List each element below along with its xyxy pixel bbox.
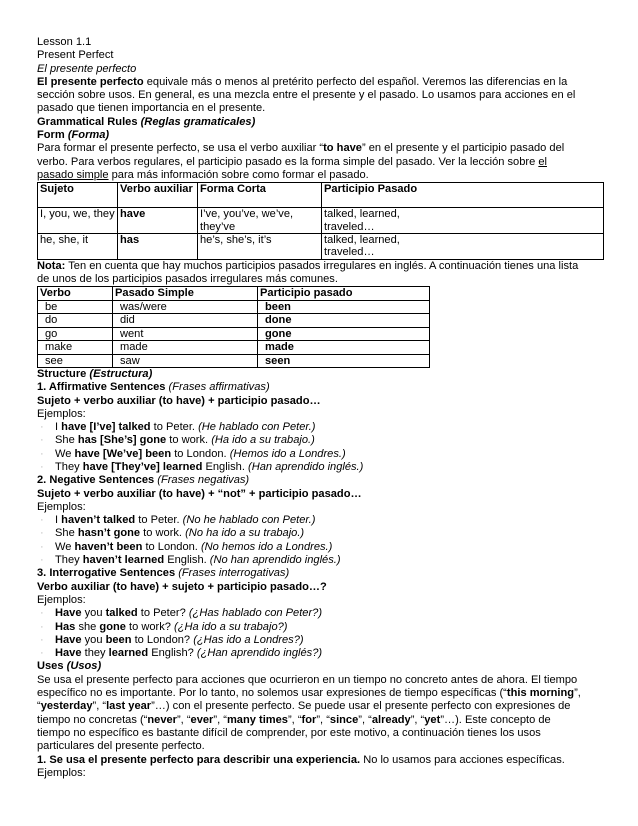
example-auxiliary: Have bbox=[55, 607, 82, 620]
uses-text: ”, “ bbox=[316, 713, 330, 726]
interrogative-formula: Verbo auxiliar (to have) + sujeto + participio pasado…? bbox=[37, 580, 327, 593]
example-rest: to London. bbox=[142, 540, 201, 553]
example-subject: you bbox=[81, 633, 106, 646]
example-subject: they bbox=[81, 647, 109, 660]
negative-formula: Sujeto + verbo auxiliar (to have) + “not” + participio pasado… bbox=[37, 487, 362, 500]
time-expression: already bbox=[371, 713, 411, 726]
example-auxiliary: Have bbox=[55, 633, 82, 646]
example-translation: (No hemos ido a Londres.) bbox=[200, 540, 333, 553]
table-cell: have bbox=[118, 208, 198, 234]
example-subject: We bbox=[55, 447, 75, 460]
example-rest: to Peter. bbox=[135, 514, 183, 527]
form-text-3b: para más información sobre como formar el pasado. bbox=[108, 168, 369, 181]
example-rest: to work. bbox=[166, 434, 212, 447]
example-translation: (No ha ido a su trabajo.) bbox=[185, 527, 305, 540]
table-cell: been bbox=[258, 300, 430, 313]
list-item bbox=[37, 514, 607, 527]
example-subject: she bbox=[75, 620, 100, 633]
form-line-2 bbox=[37, 156, 607, 169]
time-expression: for bbox=[301, 713, 317, 726]
time-expression: never bbox=[147, 713, 177, 726]
table-cell: gone bbox=[258, 327, 430, 340]
example-translation: (Han aprendido inglés.) bbox=[248, 461, 364, 473]
grammar-heading-en: Grammatical Rules bbox=[37, 115, 138, 128]
note-line-1 bbox=[37, 260, 607, 273]
lesson-link-part-1[interactable]: el bbox=[538, 155, 547, 168]
table-header-cell: Verbo auxiliar bbox=[118, 183, 198, 208]
uses-line-4 bbox=[37, 714, 607, 727]
uses-line-2 bbox=[37, 687, 607, 700]
table-header-cell: Pasado Simple bbox=[113, 287, 258, 300]
table-header-row bbox=[38, 183, 604, 208]
table-row bbox=[38, 234, 604, 260]
example-rest: to Peter? bbox=[137, 607, 189, 620]
uses-heading-en: Uses bbox=[37, 660, 64, 673]
affirmative-heading-en: 1. Affirmative Sentences bbox=[37, 381, 166, 394]
uses-text: ”, “ bbox=[287, 713, 302, 726]
time-expression: many times bbox=[226, 713, 288, 726]
example-auxiliary: Has bbox=[55, 620, 76, 633]
example-verb: have [We’ve] been bbox=[74, 447, 172, 460]
table-cell: he, she, it bbox=[38, 234, 118, 260]
negative-heading bbox=[37, 474, 607, 487]
example-subject: I bbox=[55, 421, 62, 434]
examples-label: Ejemplos: bbox=[37, 593, 86, 606]
examples-label: Ejemplos: bbox=[37, 407, 86, 420]
list-item bbox=[37, 607, 607, 620]
example-translation: (¿Ha ido a su trabajo?) bbox=[174, 620, 288, 633]
intro-line-2: sección sobre usos. En general, es una mezcla entre el presente y el pasado. Lo usamos para acciones en el bbox=[37, 89, 576, 102]
example-verb: haven’t talked bbox=[61, 514, 136, 527]
table-cell: I, you, we, they bbox=[38, 208, 118, 234]
example-auxiliary: Have bbox=[55, 647, 82, 660]
irregular-verbs-table bbox=[37, 286, 430, 367]
example-rest: English. bbox=[164, 554, 210, 567]
grammar-heading bbox=[37, 116, 607, 129]
example-subject: She bbox=[55, 434, 78, 447]
examples-label: Ejemplos: bbox=[37, 500, 86, 513]
uses-text: tiempo no concretas (“ bbox=[37, 713, 148, 726]
table-cell: talked, learned, traveled… bbox=[322, 234, 604, 260]
time-expression: last year bbox=[106, 700, 152, 713]
example-translation: (He hablado con Peter.) bbox=[198, 421, 316, 434]
list-item bbox=[37, 541, 607, 554]
uses-line-5: tiempo no específico es bastante difícil de comprender, por este motivo, a continuación tienes los usos bbox=[37, 726, 541, 739]
page-title: Present Perfect bbox=[37, 49, 114, 62]
structure-heading bbox=[37, 368, 607, 381]
table-row bbox=[38, 354, 430, 367]
document-page bbox=[37, 36, 607, 780]
time-expression: yesterday bbox=[40, 700, 93, 713]
table-row bbox=[38, 300, 430, 313]
note-line-2: de unos de los participios pasados irregulares más comunes. bbox=[37, 273, 338, 286]
example-rest: to London. bbox=[171, 447, 230, 460]
example-translation: (Hemos ido a Londres.) bbox=[229, 447, 346, 460]
example-rest: English? bbox=[148, 647, 197, 660]
intro-line-1 bbox=[37, 76, 607, 89]
table-cell: he’s, she’s, it’s bbox=[198, 234, 322, 260]
table-cell: be bbox=[38, 300, 113, 313]
uses-text: ”, bbox=[574, 687, 581, 700]
form-line-1 bbox=[37, 142, 607, 155]
intro-term: El presente perfecto bbox=[37, 75, 144, 88]
uses-text: específico no es importante. Por lo tanto, no solemos usar expresiones de tiempo específicas (“ bbox=[37, 687, 507, 700]
interrogative-heading-en: 3. Interrogative Sentences bbox=[37, 567, 176, 580]
table-header-row bbox=[38, 287, 430, 300]
example-verb: has [She’s] gone bbox=[77, 434, 167, 447]
example-verb: talked bbox=[105, 607, 138, 620]
table-header-cell: Verbo bbox=[38, 287, 113, 300]
table-cell: made bbox=[258, 341, 430, 354]
example-rest: to work. bbox=[140, 527, 186, 540]
list-item bbox=[37, 448, 607, 461]
example-verb: hasn’t gone bbox=[77, 527, 141, 540]
note-text-1: Ten en cuenta que hay muchos participios pasados irregulares en inglés. A continuación tienes una lista bbox=[65, 259, 579, 272]
negative-heading-es: (Frases negativas) bbox=[157, 474, 250, 487]
table-cell: did bbox=[113, 314, 258, 327]
list-item bbox=[37, 647, 607, 660]
time-expression: yet bbox=[424, 713, 441, 726]
auxiliary-table bbox=[37, 182, 604, 260]
example-rest: English. bbox=[202, 461, 249, 473]
list-item bbox=[37, 621, 607, 634]
table-row bbox=[38, 341, 430, 354]
form-text-1c: ” en el presente y el participio pasado del bbox=[361, 142, 565, 155]
example-translation: (No he hablado con Peter.) bbox=[182, 514, 316, 527]
structure-heading-en: Structure bbox=[37, 367, 87, 380]
form-text-1a: Para formar el presente perfecto, se usa el verbo auxiliar “ bbox=[37, 142, 324, 155]
list-item bbox=[37, 634, 607, 647]
time-expression: this morning bbox=[506, 687, 575, 700]
table-row bbox=[38, 208, 604, 234]
example-rest: to Peter. bbox=[150, 421, 199, 434]
example-translation: (¿Han aprendido inglés?) bbox=[196, 647, 323, 660]
uses-line-3 bbox=[37, 700, 607, 713]
uses-line-6: particulares del presente perfecto. bbox=[37, 740, 205, 753]
table-cell: saw bbox=[113, 354, 258, 367]
structure-heading-es: (Estructura) bbox=[89, 367, 153, 380]
uses-text: ”, “ bbox=[176, 713, 191, 726]
example-subject: We bbox=[55, 540, 75, 553]
interrogative-heading bbox=[37, 567, 607, 580]
table-header-cell: Participio Pasado bbox=[322, 183, 604, 208]
lesson-link-part-2[interactable]: pasado simple bbox=[37, 168, 109, 181]
example-translation: (¿Has ido a Londres?) bbox=[193, 633, 304, 646]
use-1-statement bbox=[37, 754, 607, 767]
use-1-text: No lo usamos para acciones específicas. bbox=[360, 753, 565, 766]
table-row bbox=[38, 327, 430, 340]
form-heading-en: Form bbox=[37, 129, 65, 142]
negative-heading-en: 2. Negative Sentences bbox=[37, 474, 155, 487]
form-text-1b: to have bbox=[323, 142, 362, 155]
table-row bbox=[38, 314, 430, 327]
grammar-heading-es: (Reglas gramaticales) bbox=[140, 115, 256, 128]
example-subject: They bbox=[55, 554, 83, 567]
form-heading bbox=[37, 129, 607, 142]
example-rest: to work? bbox=[125, 620, 175, 633]
uses-heading-es: (Usos) bbox=[66, 660, 102, 673]
table-cell: do bbox=[38, 314, 113, 327]
example-verb: been bbox=[105, 633, 132, 646]
form-heading-es: (Forma) bbox=[67, 129, 110, 142]
table-cell: make bbox=[38, 341, 113, 354]
example-subject: They bbox=[55, 461, 83, 473]
page-title-spanish: El presente perfecto bbox=[37, 62, 137, 75]
uses-text: “ bbox=[37, 700, 41, 713]
table-cell: done bbox=[258, 314, 430, 327]
form-text-2a: verbo. Para verbos regulares, el participio pasado es la forma simple del pasado. Ver la lección sobre bbox=[37, 155, 539, 168]
example-rest: to London? bbox=[131, 633, 194, 646]
example-verb: haven’t been bbox=[74, 540, 143, 553]
example-subject: She bbox=[55, 527, 78, 540]
uses-text: ”, “ bbox=[410, 713, 425, 726]
use-1-title: 1. Se usa el presente perfecto para describir una experiencia. bbox=[37, 753, 361, 766]
table-cell: I’ve, you’ve, we’ve, they’ve bbox=[198, 208, 322, 234]
lesson-number: Lesson 1.1 bbox=[37, 36, 92, 48]
table-header-cell: Forma Corta bbox=[198, 183, 322, 208]
table-header-cell: Sujeto bbox=[38, 183, 118, 208]
table-cell: go bbox=[38, 327, 113, 340]
table-cell: has bbox=[118, 234, 198, 260]
example-subject: I bbox=[55, 514, 62, 527]
uses-text: ”, “ bbox=[358, 713, 372, 726]
list-item bbox=[37, 554, 607, 567]
interrogative-heading-es: (Frases interrogativas) bbox=[178, 567, 290, 580]
uses-text: ”, “ bbox=[92, 700, 107, 713]
affirmative-formula: Sujeto + verbo auxiliar (to have) + participio pasado… bbox=[37, 394, 321, 407]
example-subject: you bbox=[81, 607, 106, 620]
intro-text-1: equivale más o menos al pretérito perfecto del español. Veremos las diferencias en la bbox=[143, 75, 568, 88]
table-cell: seen bbox=[258, 354, 430, 367]
list-item bbox=[37, 434, 607, 447]
example-translation: (Ha ido a su trabajo.) bbox=[211, 434, 315, 447]
list-item bbox=[37, 421, 607, 434]
table-cell: went bbox=[113, 327, 258, 340]
affirmative-heading-es: (Frases affirmativas) bbox=[168, 381, 270, 394]
table-header-cell: Participio pasado bbox=[258, 287, 430, 300]
time-expression: since bbox=[329, 713, 359, 726]
uses-heading bbox=[37, 660, 607, 673]
examples-label: Ejemplos: bbox=[37, 766, 86, 779]
table-cell: was/were bbox=[113, 300, 258, 313]
list-item bbox=[37, 527, 607, 540]
table-cell: made bbox=[113, 341, 258, 354]
intro-line-3: pasado que tienen importancia en el presente. bbox=[37, 102, 266, 115]
uses-text: ”, “ bbox=[213, 713, 227, 726]
note-label: Nota: bbox=[37, 259, 66, 272]
example-verb: gone bbox=[99, 620, 126, 633]
example-verb: have [They’ve] learned bbox=[82, 461, 203, 473]
example-translation: (¿Has hablado con Peter?) bbox=[188, 607, 323, 620]
uses-text: ”…) con el presente perfecto. Se puede usar el presente perfecto con expresiones de bbox=[151, 700, 571, 713]
affirmative-heading bbox=[37, 381, 607, 394]
uses-line-1: Se usa el presente perfecto para acciones que ocurrieron en un tiempo no concreto antes de ahora. El tiempo bbox=[37, 673, 578, 686]
list-item bbox=[37, 461, 607, 474]
example-verb: learned bbox=[108, 647, 149, 660]
time-expression: ever bbox=[190, 713, 214, 726]
uses-text: ”…). Este concepto de bbox=[440, 713, 551, 726]
table-cell: see bbox=[38, 354, 113, 367]
table-cell: talked, learned, traveled… bbox=[322, 208, 604, 234]
example-verb: haven’t learned bbox=[82, 554, 165, 567]
form-line-3 bbox=[37, 169, 607, 182]
example-translation: (No han aprendido inglés.) bbox=[209, 554, 341, 567]
example-verb: have [I’ve] talked bbox=[61, 421, 151, 434]
